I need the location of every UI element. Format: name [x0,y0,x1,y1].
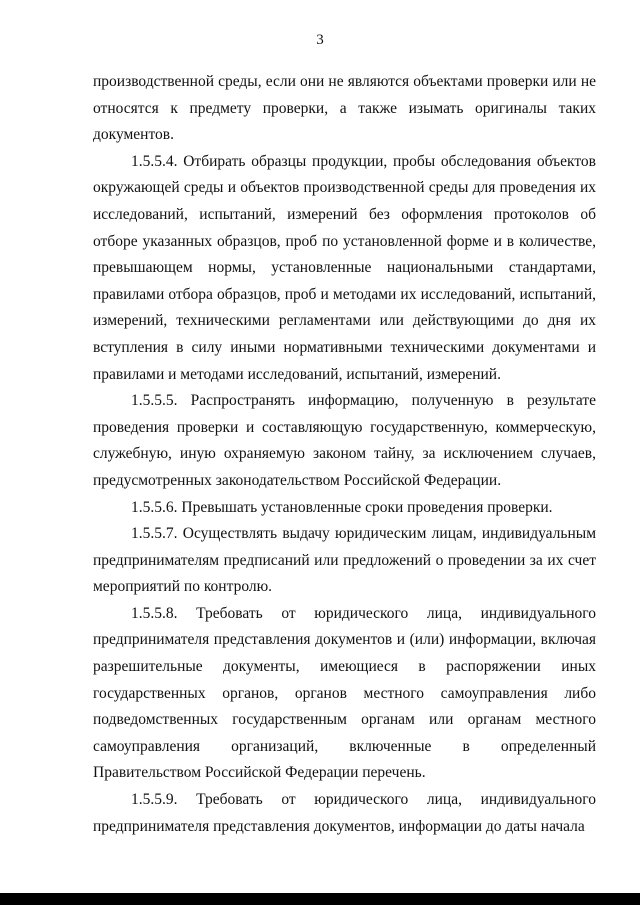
paragraph-1-5-5-4: 1.5.5.4. Отбирать образцы продукции, пробы обследования объектов окружающей среды и объектов производственной среды для проведения их исследований, испытаний, измерений без оформления протоколов об отборе указанных образцов, проб по установленной форме и в количестве, превышающем нормы, установленные национальными стандартами, правилами отбора образцов, проб и методами их исследований, испытаний, измерений, техническими регламентами или действующими до дня их вступления в силу иными нормативными техническими документами и правилами и методами исследований, испытаний, измерений. [93,152,596,383]
paragraph-continuation: производственной среды, если они не являются объектами проверки или не относятся к предмету проверки, а также изымать оригиналы таких документов. [93,73,596,144]
page-number: 3 [316,32,324,48]
document-body [93,69,596,840]
paragraph-1-5-5-5: 1.5.5.5. Распространять информацию, полученную в результате проведения проверки и составляющую государственную, коммерческую, служебную, иную охраняемую законом тайну, за исключением случаев, предусмотренных законодательством Российской Федерации. [93,392,596,489]
scan-border-bottom [0,893,640,905]
paragraph-1-5-5-8: 1.5.5.8. Требовать от юридического лица, индивидуального предпринимателя представления документов и (или) информации, включая разрешительные документы, имеющиеся в распоряжении иных государственных органов, органов местного самоуправления либо подведомственных государственным органам или органам местного самоуправления организаций, включенные в определенный Правительством Российской Федерации перечень. [93,604,596,782]
paragraph-1-5-5-9: 1.5.5.9. Требовать от юридического лица, индивидуального предпринимателя представления документов, информации до даты начала [93,791,596,835]
paragraph-1-5-5-6: 1.5.5.6. Превышать установленные сроки проведения проверки. [131,498,553,516]
paragraph-1-5-5-7: 1.5.5.7. Осуществлять выдачу юридическим лицам, индивидуальным предпринимателям предписаний или предложений о проведении за их счет мероприятий по контролю. [93,525,596,596]
